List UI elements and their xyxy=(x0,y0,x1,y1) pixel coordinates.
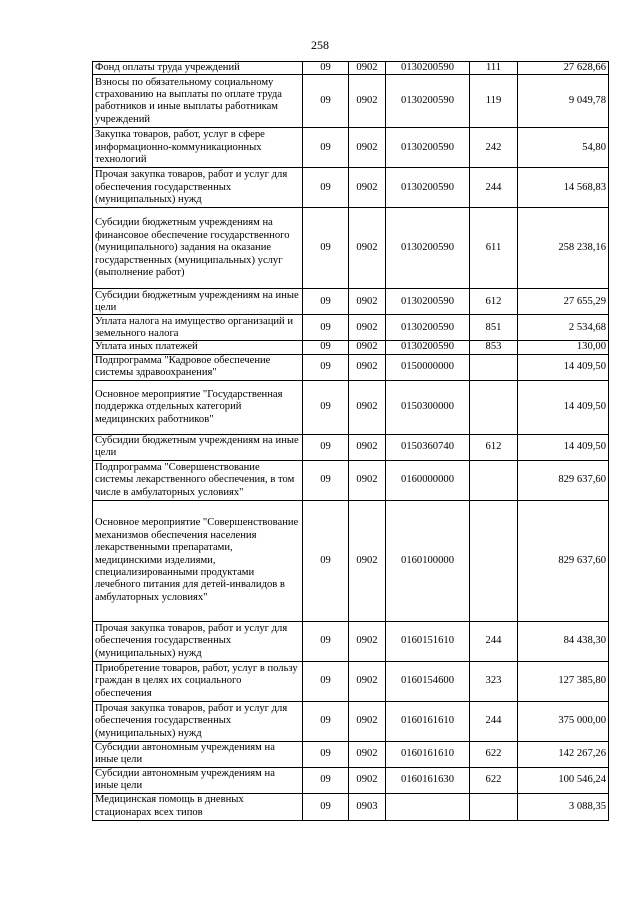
expense-type-code: 111 xyxy=(470,62,518,75)
subsection-code: 0902 xyxy=(349,661,386,701)
amount: 9 049,78 xyxy=(518,75,609,128)
row-name: Субсидии автономным учреждениям на иные цели xyxy=(93,767,303,793)
table-row xyxy=(93,289,609,315)
target-article-code: 0150300000 xyxy=(386,380,470,434)
row-name: Фонд оплаты труда учреждений xyxy=(93,62,303,75)
section-code: 09 xyxy=(303,380,349,434)
subsection-code: 0903 xyxy=(349,793,386,820)
subsection-code: 0902 xyxy=(349,354,386,380)
amount: 127 385,80 xyxy=(518,661,609,701)
section-code: 09 xyxy=(303,75,349,128)
target-article-code: 0130200590 xyxy=(386,341,470,354)
amount: 14 409,50 xyxy=(518,380,609,434)
table-row xyxy=(93,168,609,208)
section-code: 09 xyxy=(303,661,349,701)
expense-type-code xyxy=(470,793,518,820)
section-code: 09 xyxy=(303,621,349,661)
page-number: 258 xyxy=(311,38,329,52)
amount: 258 238,16 xyxy=(518,208,609,289)
expense-type-code: 612 xyxy=(470,434,518,460)
table-row xyxy=(93,62,609,75)
subsection-code: 0902 xyxy=(349,701,386,741)
section-code: 09 xyxy=(303,793,349,820)
amount: 54,80 xyxy=(518,128,609,168)
target-article-code: 0150360740 xyxy=(386,434,470,460)
section-code: 09 xyxy=(303,460,349,500)
table-row xyxy=(93,75,609,128)
target-article-code: 0130200590 xyxy=(386,315,470,341)
expense-type-code xyxy=(470,380,518,434)
subsection-code: 0902 xyxy=(349,434,386,460)
table-row xyxy=(93,128,609,168)
target-article-code: 0160100000 xyxy=(386,500,470,621)
row-name: Субсидии бюджетным учреждениям на иные цели xyxy=(93,289,303,315)
table-row xyxy=(93,380,609,434)
row-name: Субсидии автономным учреждениям на иные цели xyxy=(93,741,303,767)
section-code: 09 xyxy=(303,208,349,289)
row-name: Уплата налога на имущество организаций и земельного налога xyxy=(93,315,303,341)
section-code: 09 xyxy=(303,62,349,75)
section-code: 09 xyxy=(303,289,349,315)
amount: 84 438,30 xyxy=(518,621,609,661)
row-name: Подпрограмма "Кадровое обеспечение системы здравоохранения" xyxy=(93,354,303,380)
table-row xyxy=(93,621,609,661)
table-row xyxy=(93,500,609,621)
subsection-code: 0902 xyxy=(349,128,386,168)
target-article-code: 0130200590 xyxy=(386,168,470,208)
table-row xyxy=(93,460,609,500)
expense-type-code: 244 xyxy=(470,701,518,741)
target-article-code: 0160000000 xyxy=(386,460,470,500)
table-row xyxy=(93,741,609,767)
target-article-code: 0160161630 xyxy=(386,767,470,793)
budget-table-body xyxy=(93,62,609,821)
target-article-code: 0130200590 xyxy=(386,208,470,289)
subsection-code: 0902 xyxy=(349,208,386,289)
subsection-code: 0902 xyxy=(349,621,386,661)
expense-type-code: 244 xyxy=(470,168,518,208)
amount: 142 267,26 xyxy=(518,741,609,767)
row-name: Субсидии бюджетным учреждениям на финансовое обеспечение государственного (муниципального) задания на оказание государственных (муниципальных) услуг (выполнение работ) xyxy=(93,208,303,289)
subsection-code: 0902 xyxy=(349,741,386,767)
target-article-code: 0160161610 xyxy=(386,701,470,741)
table-row xyxy=(93,208,609,289)
section-code: 09 xyxy=(303,701,349,741)
expense-type-code xyxy=(470,460,518,500)
subsection-code: 0902 xyxy=(349,289,386,315)
row-name: Медицинская помощь в дневных стационарах всех типов xyxy=(93,793,303,820)
amount: 829 637,60 xyxy=(518,500,609,621)
target-article-code: 0160161610 xyxy=(386,741,470,767)
target-article-code: 0130200590 xyxy=(386,75,470,128)
expense-type-code: 244 xyxy=(470,621,518,661)
row-name: Прочая закупка товаров, работ и услуг для обеспечения государственных (муниципальных) нужд xyxy=(93,701,303,741)
row-name: Основное мероприятие "Государственная поддержка отдельных категорий медицинских работников" xyxy=(93,380,303,434)
target-article-code: 0130200590 xyxy=(386,289,470,315)
expense-type-code: 119 xyxy=(470,75,518,128)
amount: 130,00 xyxy=(518,341,609,354)
table-row xyxy=(93,315,609,341)
subsection-code: 0902 xyxy=(349,500,386,621)
table-row xyxy=(93,767,609,793)
expense-type-code: 622 xyxy=(470,741,518,767)
section-code: 09 xyxy=(303,168,349,208)
target-article-code: 0130200590 xyxy=(386,62,470,75)
amount: 27 655,29 xyxy=(518,289,609,315)
table-row xyxy=(93,434,609,460)
subsection-code: 0902 xyxy=(349,341,386,354)
subsection-code: 0902 xyxy=(349,168,386,208)
row-name: Уплата иных платежей xyxy=(93,341,303,354)
amount: 2 534,68 xyxy=(518,315,609,341)
table-row xyxy=(93,793,609,820)
row-name: Приобретение товаров, работ, услуг в пользу граждан в целях их социального обеспечения xyxy=(93,661,303,701)
section-code: 09 xyxy=(303,315,349,341)
amount: 375 000,00 xyxy=(518,701,609,741)
expense-type-code xyxy=(470,354,518,380)
subsection-code: 0902 xyxy=(349,75,386,128)
target-article-code: 0130200590 xyxy=(386,128,470,168)
amount: 14 568,83 xyxy=(518,168,609,208)
amount: 829 637,60 xyxy=(518,460,609,500)
section-code: 09 xyxy=(303,128,349,168)
expense-type-code: 622 xyxy=(470,767,518,793)
subsection-code: 0902 xyxy=(349,62,386,75)
expense-type-code: 323 xyxy=(470,661,518,701)
table-row xyxy=(93,341,609,354)
expense-type-code: 853 xyxy=(470,341,518,354)
target-article-code: 0160151610 xyxy=(386,621,470,661)
subsection-code: 0902 xyxy=(349,380,386,434)
amount: 3 088,35 xyxy=(518,793,609,820)
expense-type-code: 242 xyxy=(470,128,518,168)
target-article-code xyxy=(386,793,470,820)
expense-type-code: 612 xyxy=(470,289,518,315)
row-name: Подпрограмма "Совершенствование системы лекарственного обеспечения, в том числе в амбулаторных условиях" xyxy=(93,460,303,500)
table-row xyxy=(93,354,609,380)
row-name: Прочая закупка товаров, работ и услуг для обеспечения государственных (муниципальных) нужд xyxy=(93,168,303,208)
section-code: 09 xyxy=(303,767,349,793)
amount: 14 409,50 xyxy=(518,434,609,460)
budget-table xyxy=(92,61,609,821)
row-name: Субсидии бюджетным учреждениям на иные цели xyxy=(93,434,303,460)
subsection-code: 0902 xyxy=(349,460,386,500)
section-code: 09 xyxy=(303,434,349,460)
target-article-code: 0160154600 xyxy=(386,661,470,701)
amount: 27 628,66 xyxy=(518,62,609,75)
expense-type-code: 611 xyxy=(470,208,518,289)
section-code: 09 xyxy=(303,500,349,621)
section-code: 09 xyxy=(303,741,349,767)
row-name: Закупка товаров, работ, услуг в сфере информационно-коммуникационных технологий xyxy=(93,128,303,168)
expense-type-code xyxy=(470,500,518,621)
table-row xyxy=(93,701,609,741)
row-name: Взносы по обязательному социальному страхованию на выплаты по оплате труда работников и иные выплаты работникам учреждений xyxy=(93,75,303,128)
amount: 14 409,50 xyxy=(518,354,609,380)
subsection-code: 0902 xyxy=(349,767,386,793)
row-name: Прочая закупка товаров, работ и услуг для обеспечения государственных (муниципальных) нужд xyxy=(93,621,303,661)
target-article-code: 0150000000 xyxy=(386,354,470,380)
amount: 100 546,24 xyxy=(518,767,609,793)
table-row xyxy=(93,661,609,701)
subsection-code: 0902 xyxy=(349,315,386,341)
row-name: Основное мероприятие "Совершенствование механизмов обеспечения населения лекарственными препаратами, медицинскими изделиями, специализированными продуктами лечебного питания для детей-инвалидов в амбулаторных условиях" xyxy=(93,500,303,621)
section-code: 09 xyxy=(303,341,349,354)
section-code: 09 xyxy=(303,354,349,380)
expense-type-code: 851 xyxy=(470,315,518,341)
